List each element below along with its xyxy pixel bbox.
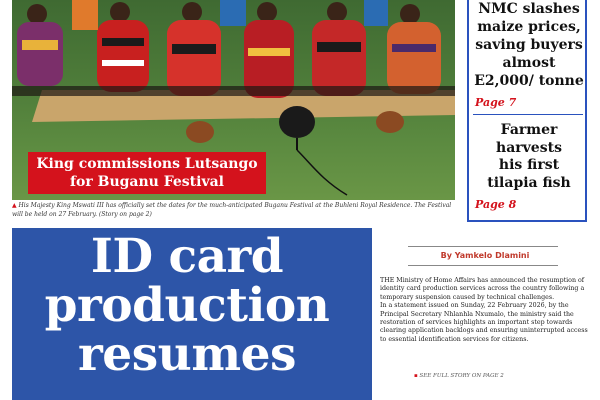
photo-caption-text: His Majesty King Mswati III has officially set the dates for the much-anticipated Buganu Festival at the Buhleni Royal Residence. The Festival will be held on 27 February. (Story on page 2) — [12, 202, 452, 218]
lead-headline-line: production — [44, 278, 330, 333]
lead-story-section — [12, 228, 594, 400]
lead-headline-line: resumes — [78, 327, 296, 382]
front-photo — [12, 0, 455, 200]
lead-article-box — [368, 228, 594, 400]
teaser-tilapia-line: Farmer — [500, 122, 558, 138]
sidebar-divider — [473, 114, 583, 115]
lead-headline-line: ID card — [90, 229, 284, 284]
teaser-maize-page-ref[interactable]: Page 7 — [475, 96, 517, 109]
teaser-tilapia-headline[interactable] — [473, 122, 585, 192]
see-full-story-link[interactable] — [414, 373, 504, 379]
sidebar-teasers — [467, 0, 587, 222]
article-paragraph: In a statement issued on Sunday, 22 February 2026, by the Principal Secretary Nhlanhla Nxumalo, the ministry said the restoration of services highlights an important step towards clearing application backlogs and ensuring uninterrupted access to essential identification services for citizens. — [380, 302, 588, 343]
photo-headline-banner — [28, 152, 266, 194]
teaser-tilapia-line: harvests — [496, 139, 562, 156]
teaser-maize-line: NMC slashes — [478, 1, 580, 17]
caption-triangle-icon: ▲ — [12, 202, 17, 209]
teaser-tilapia-page-ref[interactable]: Page 8 — [475, 198, 517, 211]
photo-headline-line1: King commissions Lutsango — [36, 156, 258, 172]
byline: By Yamkelo Dlamini — [440, 251, 530, 260]
article-paragraph: THE Ministry of Home Affairs has announced the resumption of identity card production services across the country following a temporary suspension caused by technical challenges. — [380, 277, 585, 301]
see-more-text: SEE FULL STORY ON PAGE 2 — [419, 373, 504, 379]
photo-caption — [12, 202, 457, 219]
teaser-maize-line: almost — [502, 55, 556, 71]
byline-rule-bottom — [408, 265, 558, 266]
byline-rule-top — [408, 246, 558, 247]
teaser-maize-headline[interactable] — [473, 0, 585, 90]
teaser-maize-line: E2,000/ tonne — [474, 73, 584, 89]
see-more-icon: ▪ — [414, 373, 418, 379]
lead-headline[interactable] — [18, 229, 356, 382]
photo-headline-line2: for Buganu Festival — [70, 174, 224, 190]
teaser-maize-line: saving buyers — [475, 37, 583, 53]
teaser-maize-line: maize prices, — [477, 19, 581, 35]
article-body — [380, 277, 590, 344]
teaser-tilapia-line: his first — [498, 157, 560, 173]
teaser-tilapia-line: tilapia fish — [487, 174, 571, 191]
